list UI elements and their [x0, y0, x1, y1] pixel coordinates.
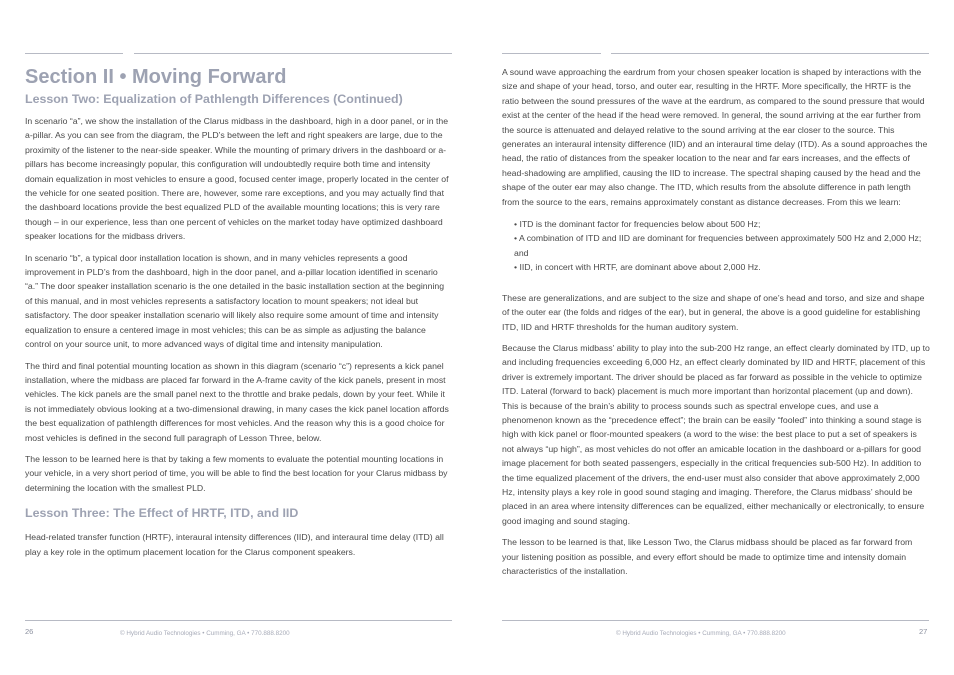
header-rule-left-long [134, 53, 452, 54]
section-title: Section II • Moving Forward [25, 66, 287, 88]
paragraph-hrtf-intro: A sound wave approaching the eardrum from your chosen speaker location is shaped by interactions with the size and shape of your head, torso, and outer ear, resulting in the HRTF. More specifically, the HRTF is the ratio between the sound pressures of the wave at the eardrum, as compared to the sound pressure that would exist at the center of the head if the head were removed. In general, the sound arriving at the ear further from the source is attenuated and delayed relative to the sound arriving at the ear closer to the source. This generates an interaural intensity difference (IID) and an interaural time delay (ITD). As a sound approaches the head, the ratio of distances from the speaker location to the near and far ears increases, and the effects of head-shadowing are amplified, causing the IID to increase. The spectral shaping caused by the head and the shape of the outer ear may also change. The ITD, which results from the absolute difference in path length from the source to the ears, remains approximately constant as distance decreases. From this we learn: [502, 67, 928, 207]
paragraph-lesson-three-summary: The lesson to be learned is that, like Lesson Two, the Clarus midbass should be placed as far forward from your listening position as possible, and every effort should be made to optimize time and intensity domain characteristics of the installation. [502, 537, 913, 576]
footer-rule-left [25, 620, 452, 621]
paragraph-lesson-three-intro: Head-related transfer function (HRTF), interaural intensity differences (IID), and interaural time delay (ITD) all play a key role in the optimum placement location for the Clarus component speakers. [25, 532, 444, 557]
frequency-bullet-list [514, 217, 930, 275]
paragraph-scenario-a: In scenario “a”, we show the installation of the Clarus midbass in the dashboard, high in a door panel, or in the a-pillar. As you can see from the diagram, the PLD’s between the left and right speakers are large, due to the proximity of the listener to the near-side speaker. While the mounting of primary drivers in the dashboard or a-pillars has become increasingly popular, this configuration will undoubtedly require both time and intensity domain equalization in most vehicles to ensure a good, focused center image, properly located in the center of the vehicle for one seated position. There are, however, some rare exceptions, and you may actually find that the dashboard locations provide the best equalized PLD of the available mounting locations; this is very rare though – in our experience, less than one percent of vehicles on the market today have optimized dashboard speaker locations for the midbass drivers. [25, 116, 449, 242]
page-number-right: 27 [919, 627, 928, 636]
right-page-column [502, 65, 930, 585]
list-item: • IID, in concert with HRTF, are dominant above about 2,000 Hz. [514, 262, 761, 273]
header-rule-right-long [611, 53, 929, 54]
lesson-two-title: Lesson Two: Equalization of Pathlength Differences (Continued) [25, 92, 403, 106]
paragraph-midbass-placement: Because the Clarus midbass’ ability to play into the sub-200 Hz range, an effect clearly dominated by ITD, up to and including frequencies exceeding 6,000 Hz, an effect clearly dominated by IID and HRTF, placement of this driver is extremely important. The driver should be placed as far forward as possible in the vehicle to optimize ITD. Lateral (forward to back) placement is much more important than horizontal placement (up and down). This is because of the brain’s ability to process sounds such as spectral envelope cues, and use a phenomenon known as the “precedence effect”; the brain can be easily “fooled” into thinking a sound stage is high with kick panel or floor-mounted speakers (a word to the wise: the best place to put a set of speakers is not always “up high”, as most vehicles do not offer an amicable location in the dashboard or a-pillars for good image placement for both seated passengers, especially in the critical frequencies sub-500 Hz). In addition to the time equalized placement of the drivers, the end-user must also consider that above approximately 2,000 Hz, intensity plays a key role in good sound staging and imaging. Therefore, the Clarus midbass’ should be placed in an area where intensity differences can be equalized, either mechanically or electronically, to ensure good imaging and sound staging. [502, 342, 930, 526]
paragraph-scenario-c: The third and final potential mounting location as shown in this diagram (scenario “c”) represents a kick panel installation, where the midbass are placed far forward in the A-frame cavity of the kick panels, present in most vehicles. The kick panels are the small panel next to the throttle and brake pedals, down by your feet. While it is not immediately obvious looking at a two-dimensional drawing, in many cases the kick panel location affords the best equalization of pathlength differences for most vehicles. And the reason why this is a good choice for most vehicles is defined in the second full paragraph of Lesson Three, below. [25, 360, 449, 443]
footer-credit-right: © Hybrid Audio Technologies • Cumming, GA • 770.888.8200 [616, 630, 786, 637]
list-item: • ITD is the dominant factor for frequencies below about 500 Hz; [514, 219, 761, 230]
paragraph-lesson-two-summary: The lesson to be learned here is that by taking a few moments to evaluate the potential mounting locations in your vehicle, in a very short period of time, you will be able to find the best location for your Clarus midbass by determining the location with the smallest PLD. [25, 453, 448, 493]
page-number-left: 26 [25, 627, 34, 636]
header-rule-left-short [25, 53, 123, 54]
footer-rule-right [502, 620, 929, 621]
left-page-column [25, 65, 453, 566]
paragraph-scenario-b: In scenario “b”, a typical door installation location is shown, and in many vehicles represents a good improvement in PLD’s from the dashboard, high in the door panel, and a-pillar location identified in scenario “a.” The door speaker installation scenario is the one detailed in the basic installation section at the beginning of this manual, and in most vehicles represents a satisfactory location to mount speakers; not ideal but satisfactory. The door speaker installation scenario will likely also require some amount of time and intensity equalization to ensure a centered image in most vehicles; this can be as simple as adjusting the balance control on your source unit, to more advanced ways of digital time and intensity manipulation. [25, 252, 445, 350]
paragraph-generalizations: These are generalizations, and are subject to the size and shape of one’s head and torso, and size and shape of the outer ear (the folds and ridges of the ear), but in general, the above is a good guideline for establishing ITD, IID and HRTF thresholds for the human auditory system. [502, 292, 925, 332]
list-item: • A combination of ITD and IID are dominant for frequencies between approximately 500 Hz and 2,000 Hz; and [514, 233, 922, 258]
lesson-three-title: Lesson Three: The Effect of HRTF, ITD, and IID [25, 506, 299, 521]
footer-credit-left: © Hybrid Audio Technologies • Cumming, GA • 770.888.8200 [120, 630, 290, 637]
header-rule-right-short [502, 53, 601, 54]
